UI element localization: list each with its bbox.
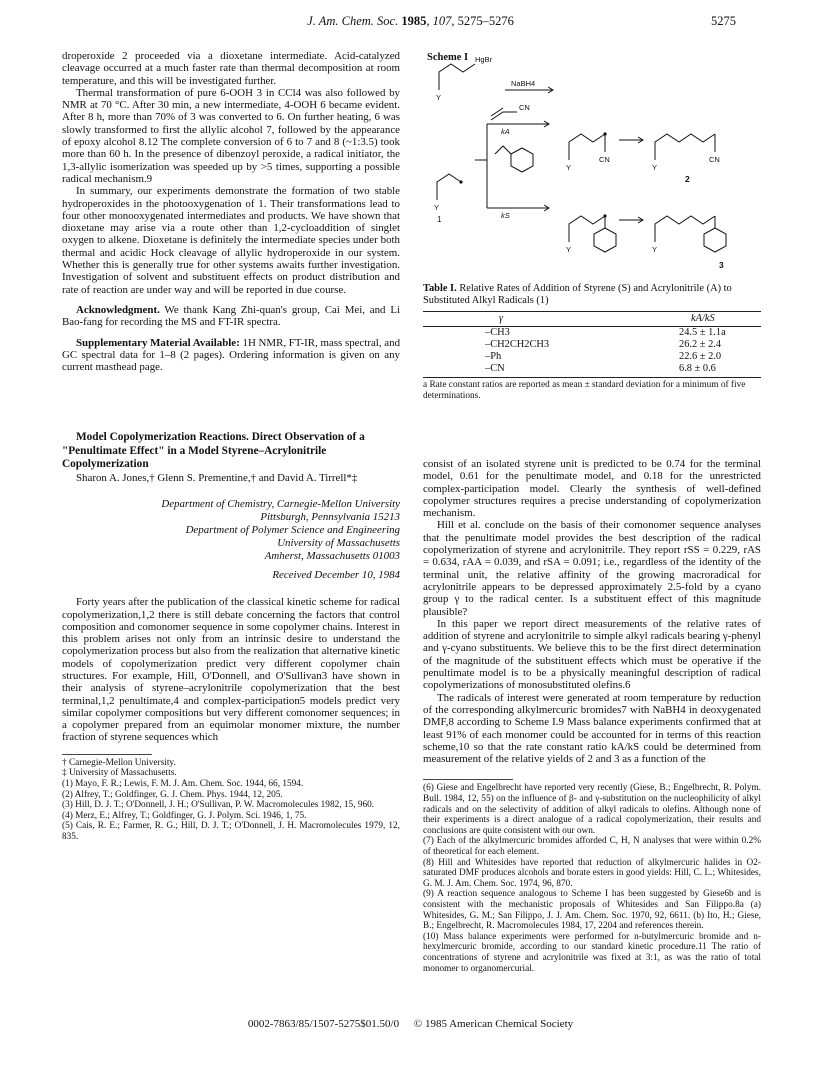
article-code: 0002-7863/85/1507-5275$01.50/0 bbox=[247, 1018, 400, 1030]
footnote: (1) Mayo, F. R.; Lewis, F. M. J. Am. Chem. Soc. 1944, 66, 1594. bbox=[62, 778, 304, 789]
footnote: (5) Cais, R. E.; Farmer, R. G.; Hill, D. J. T.; O'Donnell, J. H. Macromolecules 1979, 12, 835. bbox=[62, 821, 400, 842]
reagent-label: HgBr bbox=[475, 55, 493, 64]
cn-label: CN bbox=[709, 155, 720, 164]
footnote: (7) Each of the alkylmercuric bromides afforded C, H, N analyses that were within 0.2% of theoretical for each element. bbox=[423, 836, 761, 857]
compound-2-label: 2 bbox=[685, 174, 690, 184]
reducer-label: NaBH4 bbox=[511, 79, 536, 88]
rate-table bbox=[423, 311, 761, 375]
article-authors: Sharon A. Jones,† Glenn S. Prementine,† and David A. Tirrell*‡ bbox=[76, 471, 358, 484]
footnote: (10) Mass balance experiments were performed for n-butylmercuric bromide and n-hexylmercuric bromide, according to our standard kinetic procedure.11 The ratio of concentrations of styrene and acrylonitrile was fixed at 3:1, as was the ratio of total monomer to organomercurial. bbox=[423, 931, 761, 974]
compound-3-label: 3 bbox=[719, 260, 724, 270]
footnote: (2) Alfrey, T.; Goldfinger, G. J. Chem. Phys. 1944, 12, 205. bbox=[62, 789, 283, 800]
paragraph: Thermal transformation of pure 6-OOH 3 in CCl4 was also followed by NMR at 70 °C. After 30 min, a new intermediate, 4-OOH 6 became evident. After 8 h, more than 70% of 3 was converted to 6. On further heating, 6 was slowly transformed to first the allylic alcohol 7, followed by the appearance of epoxy alcohol 8.12 The complete conversion of 6 to 7 and 8 (~1:3.5) took more than 60 h. In the presence of dibenzoyl peroxide, a radical initiator, the 1,3-allylic isomerization was speeded up by >5 times, supporting a possible radical mechanism.9 bbox=[62, 86, 400, 185]
page-number: 5275 bbox=[711, 14, 736, 28]
paragraph: consist of an isolated styrene unit is predicted to be 0.74 for the terminal model, 0.61 for the penultimate model, and 0.18 for the unrestricted complex-participation model. Clearly the synthesis of well-defined copolymer structures requires a precise understanding of copolymerization mechanism. bbox=[423, 458, 761, 520]
footnote: (8) Hill and Whitesides have reported that reduction of alkylmercuric halides in O2-saturated DMF produces alcohols and borate esters in good yields: Hill, C. L.; Whitesides, G. M. J. Am. Chem. Soc. 1974, 96, 870. bbox=[423, 857, 761, 889]
scheme-drawing bbox=[423, 50, 761, 278]
footnote: (6) Giese and Engelbrecht have reported very recently (Giese, B.; Engelbrecht, R. Polym. Bull. 1984, 12, 55) on the influence of β- and γ-substitution on the nucleophilicity of alkyl radicals and on the selectivity of addition of alkyl radicals to olefins. Although none of their experiments is a direct analogue of a radical copolymerization, their results and conclusions are quite consistent with our own. bbox=[423, 783, 761, 836]
right-column bbox=[423, 458, 761, 974]
rate-s-label: kS bbox=[501, 211, 510, 220]
right-footnotes bbox=[423, 783, 761, 974]
column-header: kA/kS bbox=[625, 312, 761, 327]
paragraph: Hill et al. conclude on the basis of their comonomer sequence analyses that the penultimate model provides the best description of the radical copolymerization of styrene and acrylonitrile. They report rSS = 0.229, rAS = 0.634, rAA = 0.039, and rSA = 0.091; i.e., regardless of the identity of the terminal unit, the relative affinity of the growing macroradical for acrylonitrile appears to be depressed approximately 2.5-fold by a cyano group γ to the radical center. Is a substituent effect of this magnitude plausible? bbox=[423, 519, 761, 618]
paragraph: In this paper we report direct measurements of the relative rates of addition of styrene and acrylonitrile to simple alkyl radicals bearing γ-phenyl and γ-cyano substituents. We believe this to be the first direct determination of the magnitude of the substituent effects which must be operative if the penultimate model is to be a physically meaningful description of radical copolymerizations of monosubstituted olefins.6 bbox=[423, 617, 761, 692]
footnote-rule bbox=[62, 754, 152, 755]
column-header: γ bbox=[423, 312, 625, 327]
affiliation: Department of Chemistry, Carnegie-Mellon University Pittsburgh, Pennsylvania 15213 Department of Polymer Science and Engineering University of Massachusetts Amherst, Massachusetts 01003 Received December 10, 1984 bbox=[62, 498, 400, 582]
table-footnote: a Rate constant ratios are reported as mean ± standard deviation for a minimum of five determinations. bbox=[423, 377, 761, 401]
footnote: (3) Hill, D. J. T.; O'Donnell, J. H.; O'Sullivan, P. W. Macromolecules 1982, 15, 960. bbox=[62, 800, 375, 811]
supplementary-material: Supplementary Material Available: 1H NMR, FT-IR, mass spectral, and GC spectral data for 1–8 (2 pages). Ordering information is given on any current masthead page. bbox=[62, 336, 401, 374]
scheme-1 bbox=[423, 50, 761, 278]
article-title: Model Copolymerization Reactions. Direct Observation of a "Penultimate Effect" in a Model Styrene–Acrylonitrile Copolymerization bbox=[62, 431, 365, 471]
substituent-label: Y bbox=[566, 245, 572, 254]
journal-citation: J. Am. Chem. Soc. 1985, 107, 5275–5276 bbox=[307, 14, 514, 28]
footnote: (4) Merz, E.; Alfrey, T.; Goldfinger, G. J. Polym. Sci. 1946, 1, 75. bbox=[62, 810, 307, 821]
footnote: ‡ University of Massachusetts. bbox=[62, 768, 177, 779]
cn-label: CN bbox=[519, 103, 530, 112]
substituent-label: Y bbox=[566, 163, 572, 172]
left-footnotes bbox=[62, 758, 400, 843]
page-footer bbox=[0, 1018, 821, 1030]
substituent-label: Y bbox=[652, 163, 658, 172]
footnote-rule bbox=[423, 779, 513, 780]
paragraph: The radicals of interest were generated at room temperature by reduction of the corresponding alkylmercuric bromides7 with NaBH4 in deoxygenated DMF,8 according to Scheme I.9 Mass balance experiments confirmed that at least 91% of each monomer could be accounted for in terms of this reaction scheme,10 so that the rate constant ratio kA/kS could be determined from measurement of the relative yields of 2 and 3 as a function of the bbox=[423, 691, 761, 766]
substituent-label: Y bbox=[652, 245, 658, 254]
compound-1-label: 1 bbox=[437, 215, 442, 224]
table-1 bbox=[423, 283, 761, 401]
scheme-label: Scheme I bbox=[427, 52, 469, 63]
footnote: (9) A reaction sequence analogous to Scheme I has been suggested by Giese6b and is consistent with the mechanistic proposals of Whitesides and San Filippo.8a (a) Whitesides, G. M.; San Filippo, J. J. Am. Chem. Soc. 1970, 92, 6611. (b) Ito, H.; Giese, B.; Engelbrecht, R. Macromolecules 1984, 17, 2204 and references therein. bbox=[423, 889, 761, 932]
intro-paragraph: Forty years after the publication of the classical kinetic scheme for radical copolymerization,1,2 there is still debate concerning the factors that control composition and comonomer sequence in some copolymer chains. Interest in this problem arises not only from an intrinsic desire to understand the copolymerization process but also from the realization that alternative kinetic models of copolymerization predict very different copolymer chain structures. For example, Hill, O'Donnell, and O'Sullivan3 have shown in their analysis of styrene–acrylonitrile copolymerization that the best terminal,1,2 penultimate,4 and complex-participation5 models predict very similar copolymer compositions but very different comonomer sequences; in a copolymer prepared from an equimolar monomer mixture, the number fraction of styrene sequences which bbox=[62, 596, 400, 744]
copyright: © 1985 American Chemical Society bbox=[413, 1018, 574, 1030]
substituent-label: Y bbox=[434, 203, 440, 212]
received-date: Received December 10, 1984 bbox=[272, 569, 400, 582]
paragraph: droperoxide 2 proceeded via a dioxetane intermediate. Acid-catalyzed cleavage occurred at a much faster rate than thermal decomposition at room temperature, and this will be investigated further. bbox=[62, 50, 400, 87]
footnote: † Carnegie-Mellon University. bbox=[62, 757, 176, 768]
running-header bbox=[0, 14, 821, 32]
table-caption: Table I. Relative Rates of Addition of Styrene (S) and Acrylonitrile (A) to Substituted Alkyl Radicals (1) bbox=[423, 283, 732, 306]
substituent-label: Y bbox=[436, 93, 442, 102]
paragraph: In summary, our experiments demonstrate the formation of two stable hydroperoxides in the photooxygenation of 1. Their transformations lead to four other monooxygenated intermediates and products. We have shown that dioxetane may arise via a route other than 1,2-cycloaddition of singlet oxygen to alkene. Dioxetane is definitely the intermediate species under both thermal and acidic Hock cleavage of allylic hydroperoxide in our system. Whether this is generally true for other systems awaits further investigation. Investigation of solvent and substituent effects on product distribution and rate of reaction are under way and will be reported in due course. bbox=[62, 185, 400, 296]
rate-a-label: kA bbox=[501, 127, 510, 136]
table-row: –CH2CH2CH3 26.2 ± 2.4 bbox=[485, 339, 722, 350]
left-column bbox=[62, 50, 400, 843]
cn-label: CN bbox=[599, 155, 610, 164]
table-row: –Ph 22.6 ± 2.0 bbox=[485, 351, 722, 362]
acknowledgment: Acknowledgment. We thank Kang Zhi-quan's group, Cai Mei, and Li Bao-fang for recording the MS and FT-IR spectra. bbox=[62, 303, 400, 329]
table-row: –CN 6.8 ± 0.6 bbox=[485, 363, 716, 374]
table-row: –CH3 24.5 ± 1.1a bbox=[485, 327, 726, 338]
